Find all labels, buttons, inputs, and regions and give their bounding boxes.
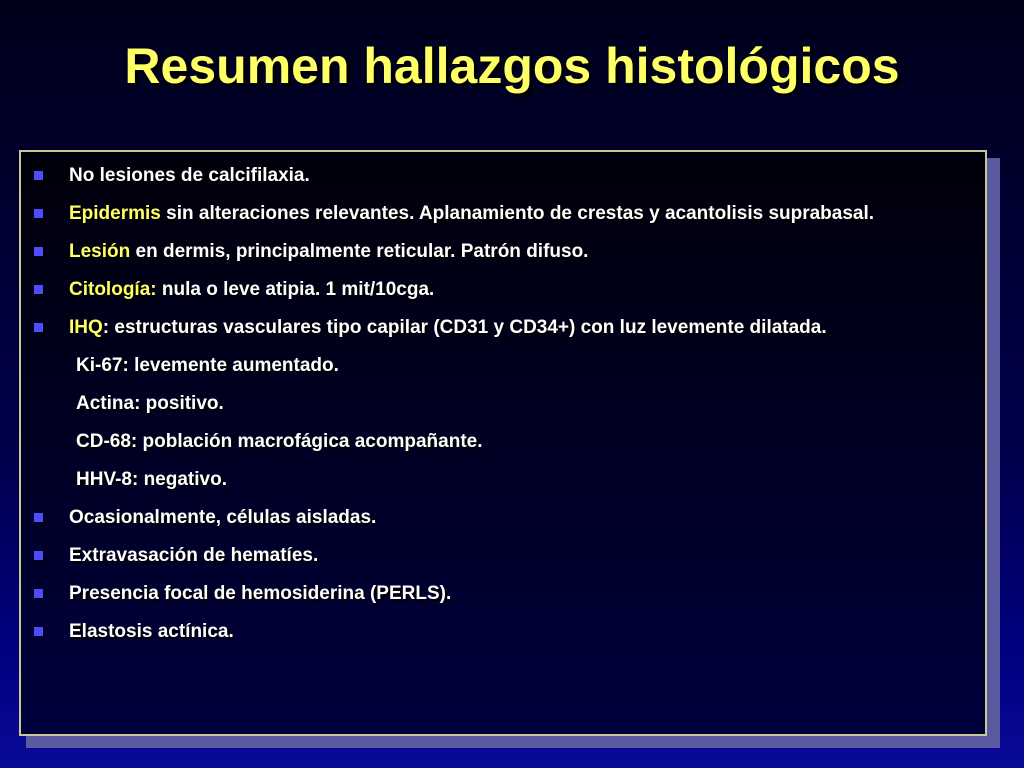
item-text: CD-68: población macrofágica acompañante. — [76, 431, 483, 452]
list-item — [21, 198, 985, 229]
item-text: Ocasionalmente, células aisladas. — [69, 507, 377, 528]
square-bullet-icon — [34, 323, 43, 332]
item-text: HHV-8: negativo. — [76, 469, 227, 490]
square-bullet-icon — [34, 247, 43, 256]
list-item — [21, 502, 985, 533]
findings-list — [21, 160, 985, 654]
square-bullet-icon — [34, 627, 43, 636]
item-highlight: Lesión — [69, 241, 131, 262]
square-bullet-icon — [34, 551, 43, 560]
item-text: : estructuras vasculares tipo capilar (CD31 y CD34+) con luz levemente dilatada. — [102, 317, 827, 338]
square-bullet-icon — [34, 171, 43, 180]
item-text: sin alteraciones relevantes. Aplanamiento de crestas y acantolisis suprabasal. — [160, 203, 875, 224]
list-item — [21, 274, 985, 305]
item-highlight: IHQ — [69, 317, 103, 338]
item-text: No lesiones de calcifilaxia. — [69, 165, 310, 186]
list-item — [21, 312, 985, 343]
list-item — [21, 578, 985, 609]
list-item — [21, 236, 985, 267]
slide-title: Resumen hallazgos histológicos — [124, 38, 900, 94]
list-subitem — [21, 350, 985, 381]
item-highlight: Citología: — [69, 279, 157, 300]
list-subitem — [21, 426, 985, 457]
content-box — [19, 150, 987, 736]
square-bullet-icon — [34, 285, 43, 294]
item-text: Presencia focal de hemosiderina (PERLS). — [69, 583, 452, 604]
item-text: Extravasación de hematíes. — [69, 545, 319, 566]
list-item — [21, 616, 985, 647]
item-highlight: Epidermis — [69, 203, 161, 224]
square-bullet-icon — [34, 589, 43, 598]
list-item — [21, 540, 985, 571]
item-text: Actina: positivo. — [76, 393, 224, 414]
list-subitem — [21, 464, 985, 495]
item-text: Ki-67: levemente aumentado. — [76, 355, 339, 376]
item-text: nula o leve atipia. 1 mit/10cga. — [156, 279, 435, 300]
square-bullet-icon — [34, 513, 43, 522]
item-text: en dermis, principalmente reticular. Patrón difuso. — [130, 241, 589, 262]
list-subitem — [21, 388, 985, 419]
square-bullet-icon — [34, 209, 43, 218]
item-text: Elastosis actínica. — [69, 621, 234, 642]
list-item — [21, 160, 985, 191]
